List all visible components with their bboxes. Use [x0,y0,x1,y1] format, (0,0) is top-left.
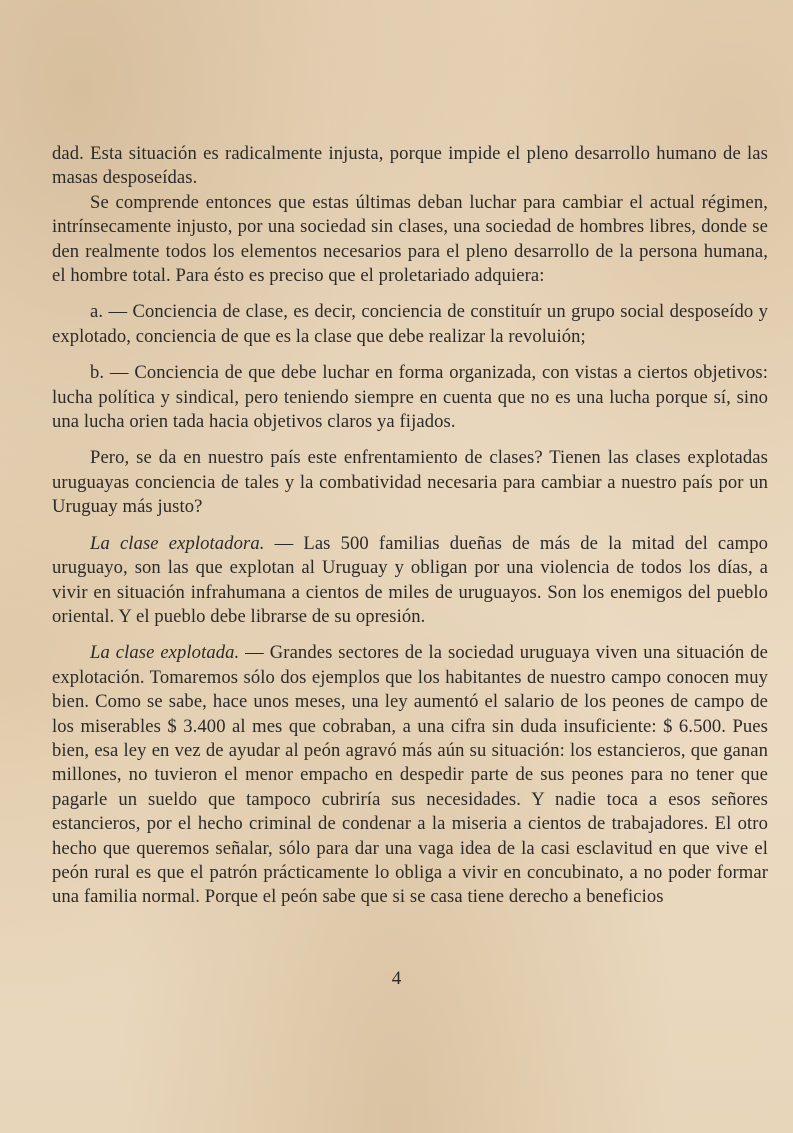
paragraph-1-text: dad. Esta situación es radicalmente injusta, porque impide el pleno desarrollo humano de las masas desposeídas. [52,143,768,189]
section-heading-exploiting-class: La clase explotadora. [90,532,265,554]
paragraph-exploited-class-text: — Grandes sectores de la sociedad uruguaya viven una situación de explotación. Tomaremos sólo dos ejemplos que los habitantes de nuestro campo conocen muy bien. Como se sabe, hace unos meses, una ley aumentó el salario de los peones de campo de los miserables $ 3.400 al mes que cobraban, a una cifra sin duda insuficiente: $ 6.500. Pues bien, esa ley en vez de ayudar al peón agravó más aún su situación: los estancieros, que ganan millones, no tuvieron el menor empacho en despedir parte de sus peones para no tener que pagarle un sueldo que tampoco cubriría sus necesidades. Y nadie toca a esos señores estancieros, por el hecho criminal de condenar a la miseria a cientos de trabajadores. El otro hecho que queremos señalar, sólo para dar una vaga idea de la casi esclavitud en que vive el peón rural es que el patrón prácticamente lo obliga a vivir en concubinato, a no poder formar una familia normal. Porque el peón sabe que si se casa tiene derecho a beneficios [52,642,769,908]
paragraph-question [52,446,768,519]
paragraph-question-text: Pero, se da en nuestro país este enfrentamiento de clases? Tienen las clases explotadas uruguayas conciencia de tales y la combatividad necesaria para cambiar a nuestro país por un Uruguay más justo? [52,447,768,518]
page-number: 4 [391,968,402,989]
list-item-b [52,361,768,434]
list-item-a [52,300,768,349]
paragraph-2 [52,191,768,289]
paragraph-2-text: Se comprende entonces que estas últimas deban luchar para cambiar el actual régimen, intrínsecamente injusto, por una sociedad sin clases, una sociedad de hombres libres, donde se den realmente todos los elementos necesarios para el pleno desarrollo de la persona humana, el hombre total. Para ésto es preciso que el proletariado adquiera: [52,191,768,287]
paragraph-exploiting-class [52,532,768,630]
paragraph-exploited-class [52,641,768,909]
list-item-b-text: b. — Conciencia de que debe luchar en forma organizada, con vistas a ciertos objetivos: lucha política y sindical, pero teniendo siempre en cuenta que no es una lucha porque sí, sino una lucha orien tada hacia objetivos claros ya fijados. [52,362,768,433]
list-item-a-text: a. — Conciencia de clase, es decir, conciencia de constituír un grupo social desposeído y explotado, conciencia de que es la clase que debe realizar la revoluión; [52,301,768,347]
paragraph-exploiting-class-text: — Las 500 familias dueñas de más de la mitad del campo uruguayo, son las que explotan al Uruguay y obligan por una violencia de todos los días, a vivir en situación infrahumana a cientos de miles de uruguayos. Son los enemigos del pueblo oriental. Y el pueblo debe librarse de su opresión. [52,532,768,627]
section-heading-exploited-class: La clase explotada. [90,642,240,664]
body-text [52,142,768,910]
paragraph-1 [52,142,768,191]
